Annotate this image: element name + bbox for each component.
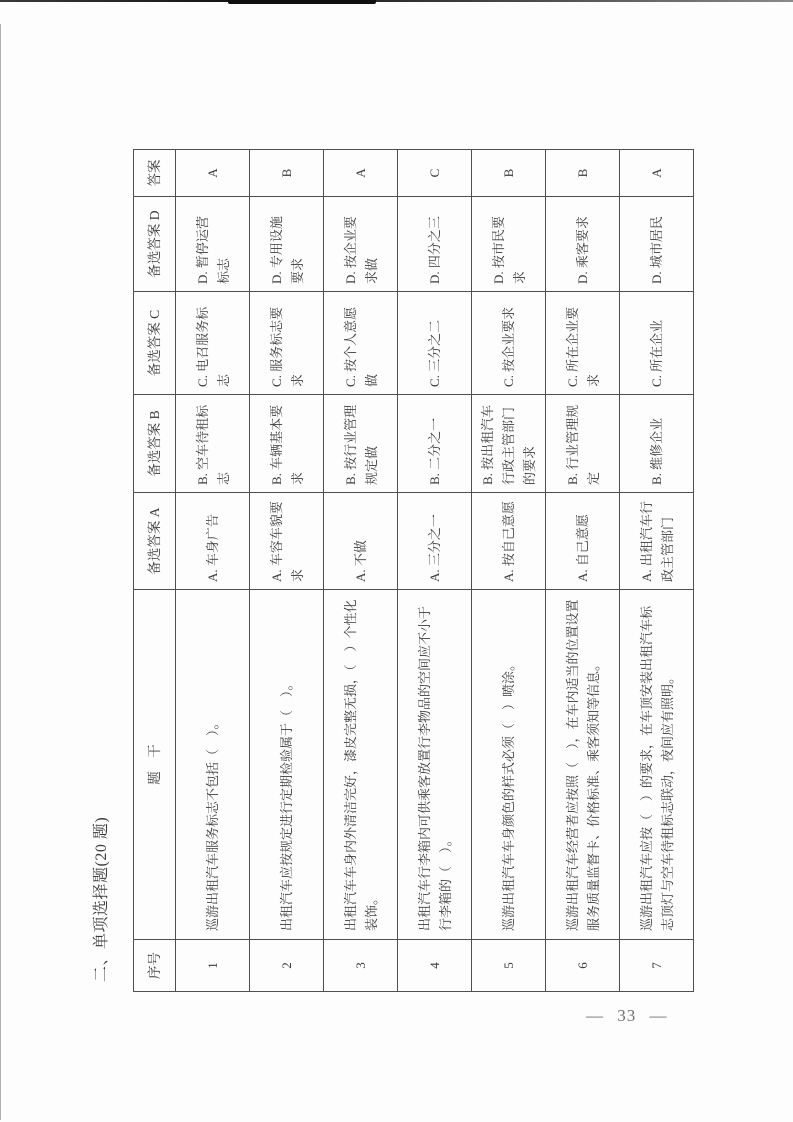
cell-option-d: D. 城市居民 (620, 197, 694, 292)
question-row (546, 150, 620, 992)
question-row (250, 150, 324, 992)
cell-option-d: D. 专用设施要求 (250, 197, 324, 292)
cell-option-d: D. 四分之三 (398, 197, 472, 292)
cell-question-stem: 巡游出租汽车应按（ ）的要求，在车顶安装出租汽车标志顶灯与空车待租标志联动，夜间应有照明。 (620, 590, 694, 940)
question-table (133, 149, 694, 992)
col-header-answer: 答案 (134, 150, 176, 197)
cell-option-a: A. 不做 (324, 493, 398, 590)
cell-question-index: 1 (176, 940, 250, 992)
col-header-option-b: 备选答案 B (134, 395, 176, 493)
cell-answer: B (546, 150, 620, 197)
cell-question-stem: 出租汽车行李箱内可供乘客放置行李物品的空间应不小于行李箱的（ ）。 (398, 590, 472, 940)
cell-answer: B (472, 150, 546, 197)
cell-option-b: B. 车辆基本要求 (250, 395, 324, 493)
col-header-index: 序号 (134, 940, 176, 992)
cell-option-a: A. 三分之一 (398, 493, 472, 590)
cell-option-c: C. 按个人意愿做 (324, 292, 398, 395)
cell-question-stem: 巡游出租汽车经营者应按照（ ），在车内适当的位置设置服务质量监督卡、价格标准、乘客须知等信息。 (546, 590, 620, 940)
cell-option-d: D. 按市民要求 (472, 197, 546, 292)
cell-question-index: 3 (324, 940, 398, 992)
cell-question-index: 2 (250, 940, 324, 992)
table-header (134, 150, 176, 992)
cell-option-a: A. 车身广告 (176, 493, 250, 590)
col-header-option-d: 备选答案 D (134, 197, 176, 292)
cell-question-stem: 出租汽车车身内外清洁完好，漆皮完整无损，（ ）个性化装饰。 (324, 590, 398, 940)
cell-answer: C (398, 150, 472, 197)
cell-answer: A (324, 150, 398, 197)
col-header-stem: 题 干 (134, 590, 176, 940)
cell-option-a: A. 按自己意愿 (472, 493, 546, 590)
cell-option-d: D. 按企业要求做 (324, 197, 398, 292)
cell-option-d: D. 暂停运营标志 (176, 197, 250, 292)
cell-answer: A (176, 150, 250, 197)
question-row (620, 150, 694, 992)
col-header-option-a: 备选答案 A (134, 493, 176, 590)
cell-answer: B (250, 150, 324, 197)
cell-option-d: D. 乘客要求 (546, 197, 620, 292)
cell-option-c: C. 电召服务标志 (176, 292, 250, 395)
cell-option-b: B. 维修企业 (620, 395, 694, 493)
question-row (176, 150, 250, 992)
cell-question-index: 5 (472, 940, 546, 992)
cell-option-b: B. 行业管理规定 (546, 395, 620, 493)
cell-option-c: C. 所在企业 (620, 292, 694, 395)
question-row (398, 150, 472, 992)
cell-option-c: C. 所在企业要求 (546, 292, 620, 395)
cell-question-index: 4 (398, 940, 472, 992)
cell-question-stem: 出租汽车应按规定进行定期检验属于（ ）。 (250, 590, 324, 940)
cell-option-c: C. 三分之二 (398, 292, 472, 395)
page-number: — 33 — (586, 1006, 668, 1025)
section-title: 二、单项选择题(20 题) (93, 816, 110, 982)
cell-question-index: 7 (620, 940, 694, 992)
cell-question-stem: 巡游出租汽车车身颜色的样式必须（ ）喷涂。 (472, 590, 546, 940)
cell-question-index: 6 (546, 940, 620, 992)
cell-option-b: B. 空车待租标志 (176, 395, 250, 493)
cell-option-a: A. 车容车貌要求 (250, 493, 324, 590)
col-header-option-c: 备选答案 C (134, 292, 176, 395)
cell-option-b: B. 二分之一 (398, 395, 472, 493)
cell-option-b: B. 按行业管理规定做 (324, 395, 398, 493)
cell-option-b: B. 按出租汽车行政主管部门的要求 (472, 395, 546, 493)
cell-option-c: C. 按企业要求 (472, 292, 546, 395)
table-header-row (134, 150, 176, 992)
cell-option-c: C. 服务标志要求 (250, 292, 324, 395)
cell-option-a: A. 出租汽车行政主管部门 (620, 493, 694, 590)
cell-option-a: A. 自己意愿 (546, 493, 620, 590)
question-row (472, 150, 546, 992)
cell-answer: A (620, 150, 694, 197)
question-row (324, 150, 398, 992)
cell-question-stem: 巡游出租汽车服务标志不包括（ ）。 (176, 590, 250, 940)
question-table-body (176, 150, 694, 992)
